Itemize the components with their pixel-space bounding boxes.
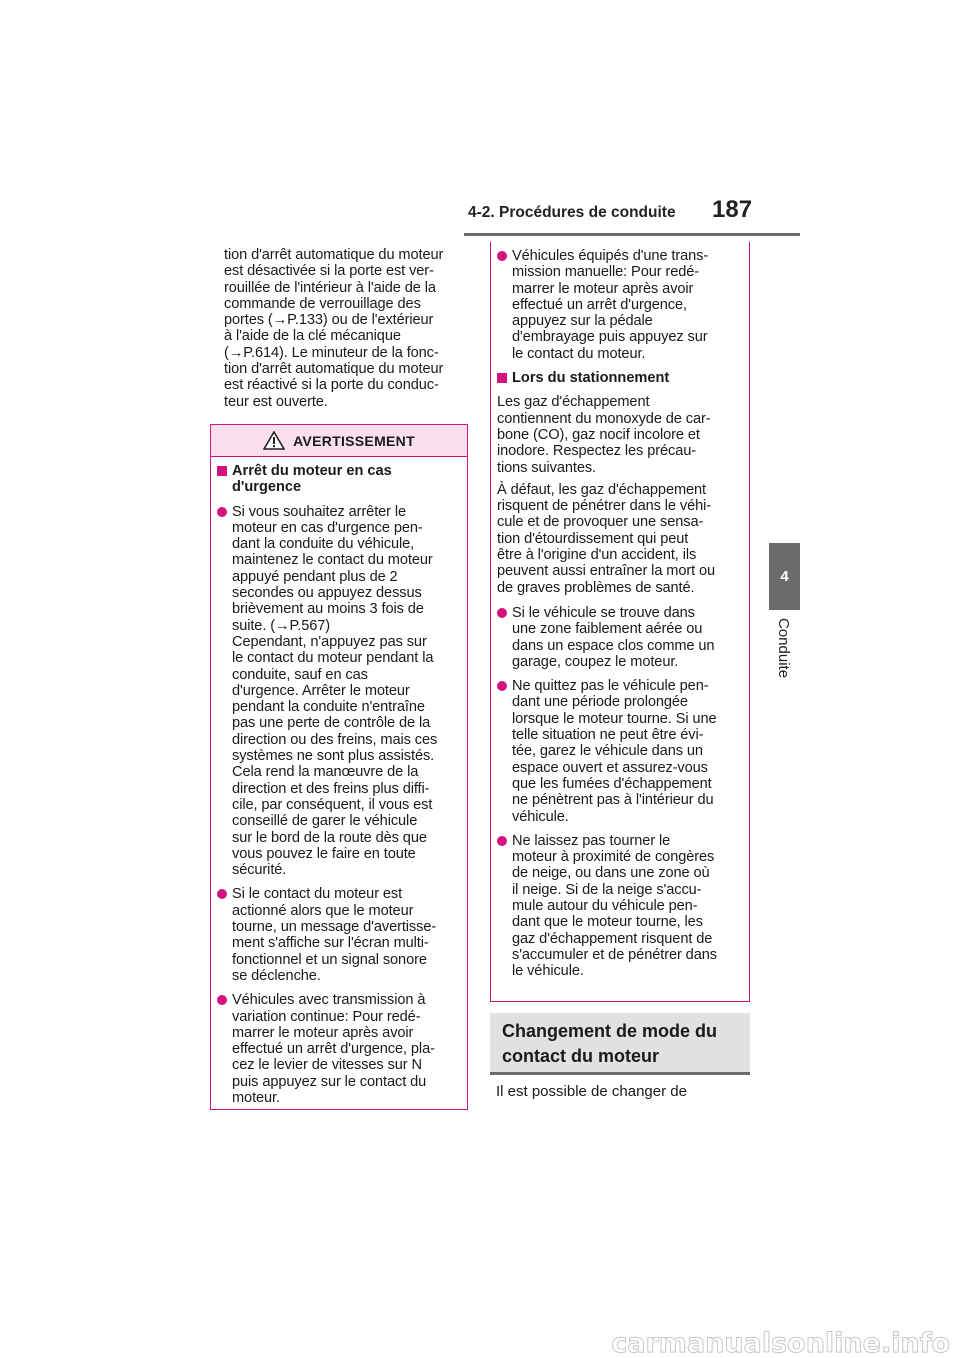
chapter-tab: 4 [769, 543, 800, 610]
bullet-icon [497, 681, 507, 691]
list-item [217, 992, 459, 1106]
section-header: 4-2. Procédures de conduite [468, 204, 676, 221]
list-item [497, 678, 741, 825]
list-item-text: Véhicules équipés d'une trans- mission manuelle: Pour redé- marrer le moteur après avoir effectué un arrêt d'urgence, appuyez sur la pédale d'embrayage puis appuyez sur le contact du moteur. [512, 248, 709, 362]
bullet-icon [497, 251, 507, 261]
list-item-text: Ne quittez pas le véhicule pen- dant une période prolongée lorsque le moteur tourne. Si une telle situation ne peut être évi- tée, garez le véhicule dans un espace ouvert et assurez-vous que les fumées d'échappement ne pénètrent pas à l'intérieur du véhicule. [512, 678, 717, 825]
left-column-text [224, 247, 470, 410]
list-item [497, 605, 741, 670]
watermark-text: carmanualsonline.info [611, 1328, 950, 1358]
page-number: 187 [712, 196, 753, 223]
square-bullet-icon [497, 373, 507, 383]
bullet-icon [217, 889, 227, 899]
list-item-text: Ne laissez pas tourner le moteur à proximité de congères de neige, ou dans une zone où il neige. Si de la neige s'accu- mule autour du véhicule pen- dant que le moteur tourne, les gaz d'échappement risquent de s'accumuler et de pénétrer dans le véhicule. [512, 832, 717, 980]
warning-title: AVERTISSEMENT [293, 432, 415, 449]
section-title: Changement de mode du contact du moteur [490, 1013, 750, 1075]
list-item [497, 248, 741, 362]
continued-paragraph: tion d'arrêt automatique du moteur est désactivée si la porte est ver- rouillée de l'intérieur à l'aide de la commande de verrouillage des portes (→P.133) ou de l'extérieur à l'aide de la clé mécanique (→P.614). Le minuteur de la fonc- tion d'arrêt automatique du moteur est réactivé si la porte du conduc- teur est ouverte. [224, 247, 444, 410]
parking-heading-text: Lors du stationnement [512, 370, 670, 387]
bullet-icon [217, 507, 227, 517]
parking-paragraph: Les gaz d'échappement contiennent du monoxyde de car- bone (CO), gaz nocif incolore et inodore. Respectez les précau- tions suivantes. [497, 394, 711, 476]
warning-heading [217, 463, 459, 496]
warning-header [211, 425, 467, 457]
header-rule [464, 233, 800, 236]
chapter-label: Conduite [775, 618, 792, 679]
warning-box-continued [490, 242, 750, 1002]
bullet-icon [497, 608, 507, 618]
warning-box [210, 424, 468, 1110]
list-item-text: Véhicules avec transmission à variation continue: Pour redé- marrer le moteur après avoir effectué un arrêt d'urgence, pla- cez le levier de vitesses sur N puis appuyez sur le contact du moteur. [232, 992, 435, 1106]
list-item-text: Si le contact du moteur est actionné alors que le moteur tourne, un message d'avertisse- ment s'affiche sur l'écran multi- fonctionnel et un signal sonore se déclenche. [232, 886, 437, 984]
warning-triangle-icon [263, 431, 285, 450]
list-item-text: Si le véhicule se trouve dans une zone faiblement aérée ou dans un espace clos comme un garage, coupez le moteur. [512, 604, 715, 670]
square-bullet-icon [217, 466, 227, 476]
bullet-icon [217, 995, 227, 1005]
list-item [497, 833, 741, 980]
list-item [217, 886, 459, 984]
section-intro: Il est possible de changer de [496, 1083, 687, 1100]
warning-body [211, 457, 467, 1106]
list-item-text: Si vous souhaitez arrêter le moteur en cas d'urgence pen- dant la conduite du véhicule, maintenez le contact du moteur appuyé pendant plus de 2 secondes ou appuyez dessus brièvement au moins 3 fois de suite. (→P.567) Cependant, n'appuyez pas sur le contact du moteur pendant la conduite, sauf en cas d'urgence. Arrêter le moteur pendant la conduite n'entraîne pas une perte de contrôle de la direction ou des freins, mais ces systèmes ne sont plus assistés. Cela rend la manœuvre de la direction et des freins plus diffi- cile, par conséquent, il vous est conseillé de garer le véhicule sur le bord de la route dès que vous pouvez le faire en toute sécurité. [232, 503, 438, 879]
warning-heading-text: Arrêt du moteur en cas d'urgence [232, 463, 392, 496]
parking-heading [497, 370, 741, 386]
list-item [217, 504, 459, 879]
bullet-icon [497, 836, 507, 846]
parking-paragraph: À défaut, les gaz d'échappement risquent de pénétrer dans le véhi- cule et de provoquer une sensa- tion d'étourdissement qui peut être à l'origine d'un accident, ils peuvent aussi entraîner la mort ou de graves problèmes de santé. [497, 481, 716, 596]
